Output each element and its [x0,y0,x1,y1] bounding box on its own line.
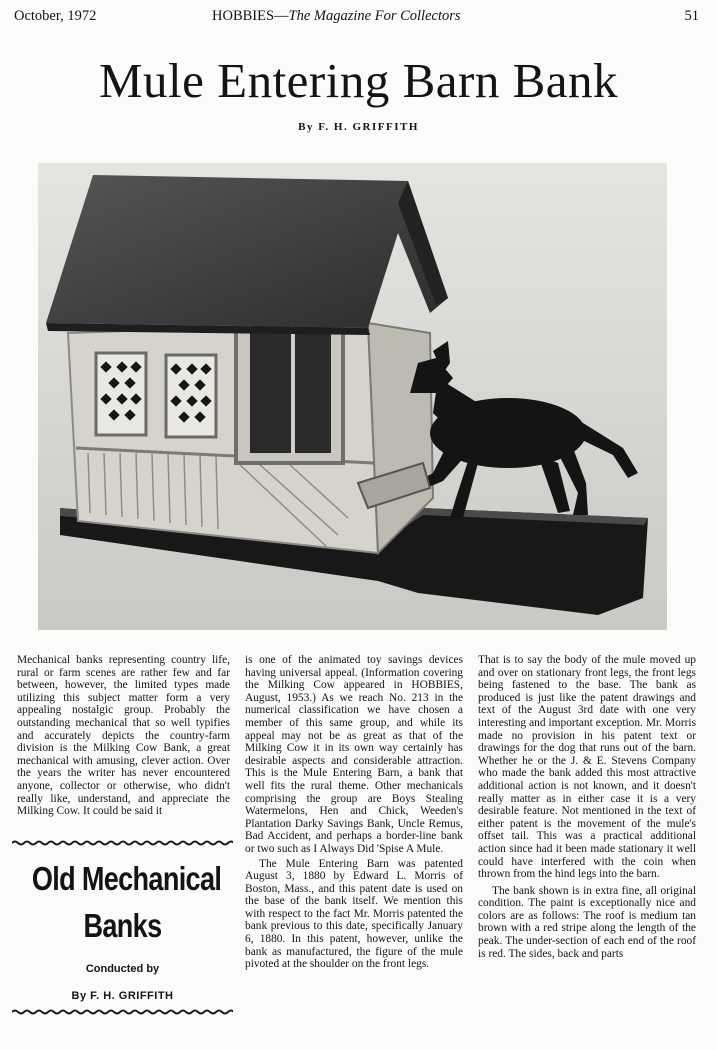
mule-barn-bank-illustration [38,163,667,630]
page-number: 51 [684,8,699,24]
col1-paragraph: Mechanical banks representing country life, rural or farm scenes are rather few and far between, however, the limited types made utilizing this subject matter form a very appealing nostalgic group. Probably the outstanding mechanical that so well typifies and accurately depicts the country-farm division is the Milking Cow Bank, a great mechanical with amusing, clever action. Over the years the writer has never encountered anyone, collector or otherwise, who didn't really like, understand, and appreciate the Milking Cow. It could be said it [17,654,230,818]
magazine-tagline: The Magazine For Collectors [288,8,461,24]
column-2 [245,654,463,971]
bank-photo [38,163,667,630]
article-byline: By F. H. GRIFFITH [298,121,419,133]
issue-date: October, 1972 [14,8,97,24]
magazine-name [212,8,461,25]
page-header [14,8,699,26]
series-heading-box [12,840,233,1015]
wavy-rule-bottom [12,1009,233,1015]
series-title-line-1: Old Mechanical [31,860,222,897]
col2-paragraph-2: The Mule Entering Barn was patented August 3, 1880 by Edward L. Morris of Boston, Mass., and this patent date is used on the base of the bank itself. We mention this with respect to the fact Mr. Morris patented the bank previous to this date, specifically January 6, 1880. In this patent, however, unlike the bank as manufactured, the figure of the mule pivoted at the shoulder on the front legs. [245,857,463,971]
col3-paragraph-1: That is to say the body of the mule moved up and over on stationary front legs, the front legs being fastened to the base. The bank as produced is just like the patent drawings and text of the August 3rd date with one very interesting and important exception. Mr. Morris made no provision in his patent text or drawings for the dog that runs out of the barn. Whether he or the J. & E. Stevens Company who made the bank added this most attractive additional action is not known, and it doesn't really matter as in either case it is a very desirable feature. Not mentioned in the text of either patent is the movement of the mule's offset tail. This was a practical additional action since had it been made stationary it well could have interfered with the coin when thrown from the hind legs into the barn. [478,654,696,881]
col2-paragraph-1: is one of the animated toy savings devices having universal appeal. (Information covering the Milking Cow appeared in HOBBIES, August, 1953.) As we reach No. 213 in the numerical classification we have chosen a member of this same group, and while its appeal may not be as great as that of the Milking Cow it in its own way certainly has desirable aspects and considerable attraction. This is the Mule Entering Barn, a bank that well fits the rural theme. Other mechanicals comprising the group are Boys Stealing Watermelons, Hen and Chick, Weeden's Plantation Darky Savings Bank, Uncle Remus, Bad Accident, and perhaps a border-line bank or two such as I Always Did 'Spise A Mule. [245,654,463,855]
col3-paragraph-2: The bank shown is in extra fine, all original condition. The paint is exceptionally nice and colors are as follows: The roof is medium tan brown with a red stripe along the length of the peak. The under-section of each end of the roof is red. The sides, back and parts [478,884,696,960]
series-author: By F. H. GRIFFITH [71,990,174,1002]
column-1 [17,654,230,818]
series-title-line-2: Banks [83,907,162,944]
article-title: Mule Entering Barn Bank [98,53,619,108]
wavy-rule-top [12,840,233,846]
conducted-by-label: Conducted by [85,963,160,975]
magazine-title: HOBBIES— [212,8,289,24]
column-3 [478,654,696,960]
